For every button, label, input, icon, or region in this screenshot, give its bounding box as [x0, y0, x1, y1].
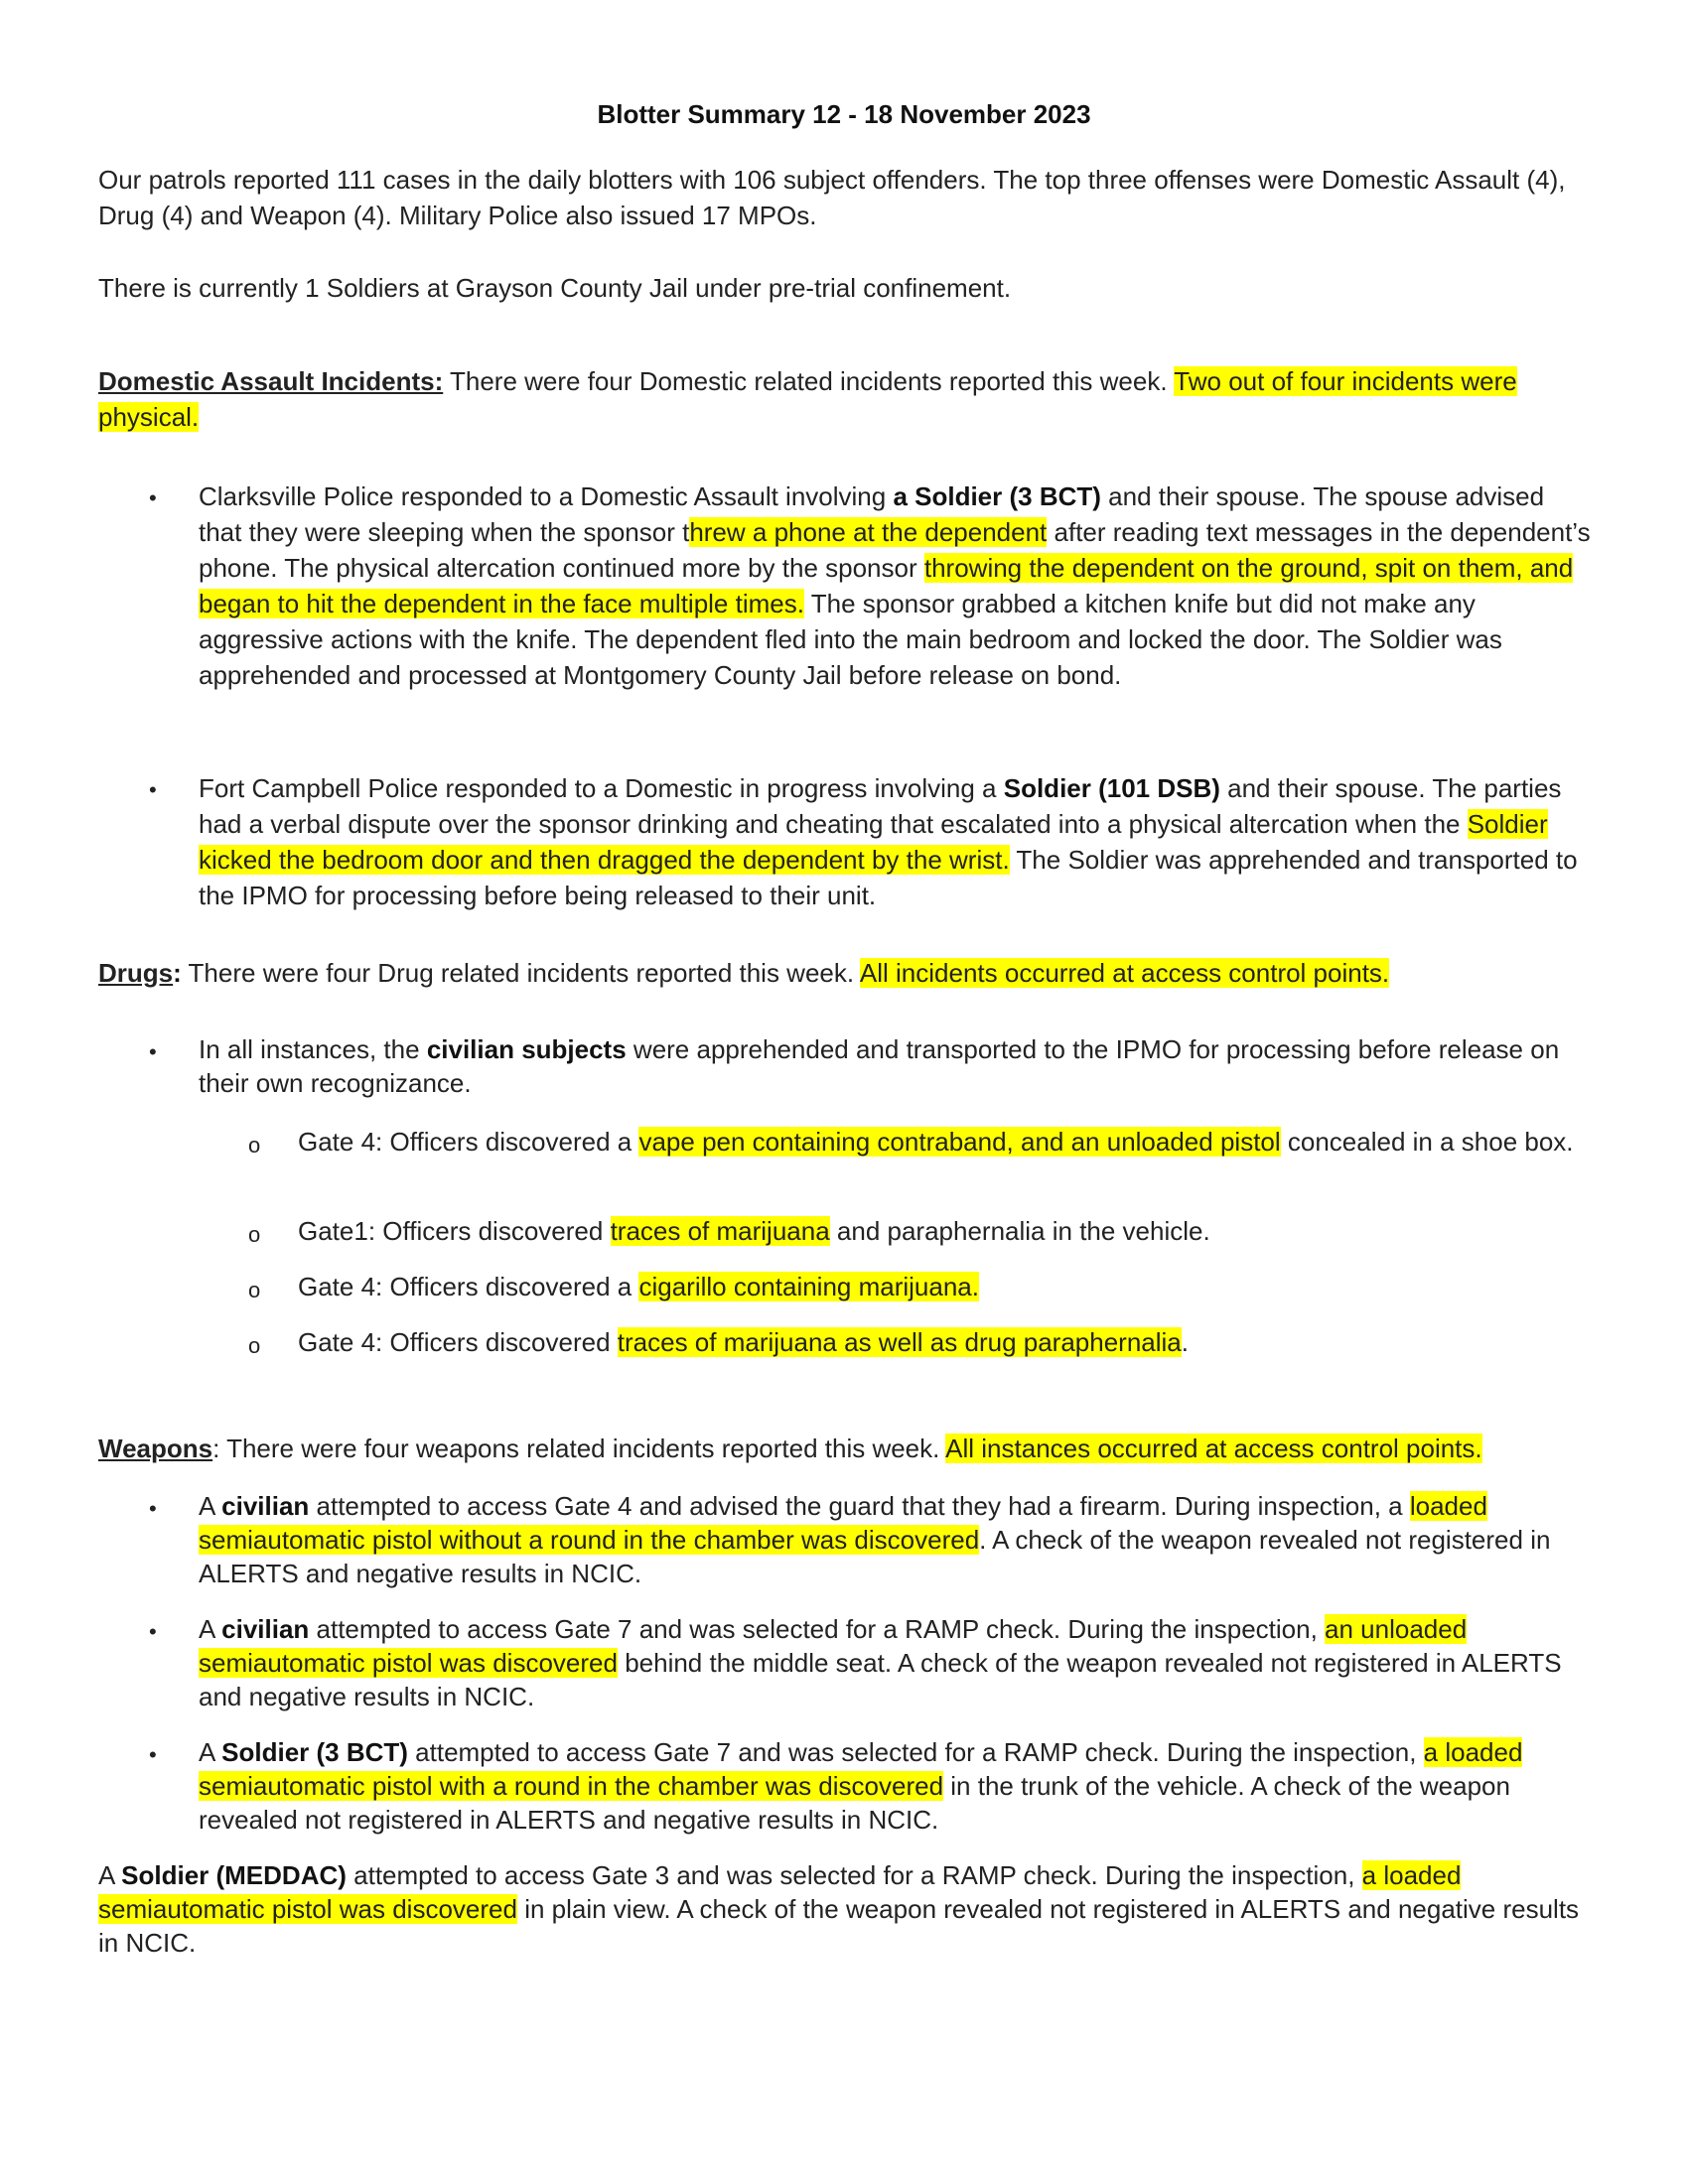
sub-bullet-marker: o — [248, 1333, 261, 1358]
text-run: The Soldier was apprehended and transported to the IPMO for processing before being released to their unit. — [199, 845, 1578, 910]
text-run: Gate 4: Officers discovered a — [298, 1272, 639, 1301]
drug-incident-1 — [298, 1125, 1589, 1159]
drugs-section-intro — [98, 955, 1608, 991]
text-run: Fort Campbell Police responded to a Domestic in progress involving a — [199, 773, 1004, 803]
weapons-incident-4 — [98, 1858, 1588, 1960]
highlight-run: a loaded semiautomatic pistol with a round in the chamber was discovered — [199, 1737, 1523, 1801]
domestic-incident-1 — [199, 478, 1594, 693]
heading-colon: : — [173, 958, 182, 988]
text-run: A — [98, 1860, 122, 1890]
text-run: concealed in a shoe box. — [1280, 1127, 1574, 1157]
page-title: Blotter Summary 12 - 18 November 2023 — [597, 99, 1091, 129]
highlight-run: traces of marijuana as well as drug paraphernalia — [617, 1327, 1182, 1357]
domestic-summary: There were four Domestic related incidents reported this week. — [443, 366, 1175, 396]
domestic-section-intro — [98, 363, 1608, 435]
domestic-heading: Domestic Assault Incidents: — [98, 366, 444, 396]
text-run: Gate 4: Officers discovered — [298, 1327, 618, 1357]
subject-label: a Soldier (3 BCT) — [893, 481, 1101, 511]
sub-bullet-marker: o — [248, 1133, 261, 1158]
text-run: in the trunk of the vehicle. A check of the weapon revealed not registered in ALERTS and negative results in NCIC. — [199, 1771, 1510, 1835]
domestic-highlight: Two out of four incidents were physical. — [98, 366, 1517, 432]
text-run: A — [199, 1737, 222, 1767]
text-run: Clarksville Police responded to a Domestic Assault involving — [199, 481, 894, 511]
text-run: attempted to access Gate 3 and was selected for a RAMP check. During the inspection, — [346, 1860, 1362, 1890]
highlight-run: traces of marijuana — [610, 1216, 830, 1246]
bullet-marker: • — [149, 485, 157, 510]
text-run: and paraphernalia in the vehicle. — [829, 1216, 1210, 1246]
text-run: In all instances, the — [199, 1034, 427, 1064]
weapons-summary: : There were four weapons related incidents reported this week. — [212, 1433, 946, 1463]
text-run: A — [199, 1491, 222, 1521]
weapons-heading: Weapons — [98, 1433, 213, 1463]
highlight-run: hrew a phone at the dependent — [689, 517, 1048, 547]
highlight-run: an unloaded semiautomatic pistol was discovered — [199, 1614, 1468, 1678]
text-run: behind the middle seat. A check of the weapon revealed not registered in ALERTS and negative results in NCIC. — [199, 1648, 1562, 1711]
text-run: attempted to access Gate 7 and was selected for a RAMP check. During the inspection, — [407, 1737, 1424, 1767]
subject-label: Soldier (MEDDAC) — [121, 1860, 347, 1890]
subject-label: civilian — [221, 1491, 310, 1521]
text-run: in plain view. A check of the weapon revealed not registered in ALERTS and negative results in NCIC. — [98, 1894, 1580, 1958]
domestic-incident-2 — [199, 770, 1594, 913]
highlight-run: a loaded semiautomatic pistol was discovered — [98, 1860, 1462, 1924]
drugs-heading: Drugs — [98, 958, 174, 988]
text-run: Gate1: Officers discovered — [298, 1216, 611, 1246]
text-run: . — [1181, 1327, 1189, 1357]
text-run: . A check of the weapon revealed not registered in ALERTS and negative results in NCIC. — [199, 1525, 1551, 1588]
text-run: and their spouse. The parties had a verbal dispute over the sponsor drinking and cheating that escalated into a physical altercation when the — [199, 773, 1562, 839]
weapons-section-intro — [98, 1431, 1608, 1466]
weapons-incident-2 — [199, 1612, 1594, 1713]
drug-incident-2 — [298, 1214, 1589, 1248]
text-run: Gate 4: Officers discovered a — [298, 1127, 639, 1157]
subject-label: civilian subjects — [426, 1034, 627, 1064]
bullet-marker: • — [149, 777, 157, 802]
highlight-run: vape pen containing contraband, and an unloaded pistol — [638, 1127, 1281, 1157]
text-run: were apprehended and transported to the IPMO for processing before release on their own recognizance. — [199, 1034, 1560, 1098]
text-run: The sponsor grabbed a kitchen knife but did not make any aggressive actions with the knife. The dependent fled into the main bedroom and locked the door. The Soldier was apprehended and processed at Montgomery County Jail before release on bond. — [199, 589, 1502, 690]
sub-bullet-marker: o — [248, 1222, 261, 1247]
drugs-highlight: All incidents occurred at access control points. — [859, 958, 1390, 988]
text-run: after reading text messages in the dependent’s phone. The physical altercation continued more by the sponsor — [199, 517, 1591, 583]
highlight-run: Soldier kicked the bedroom door and then dragged the dependent by the wrist. — [199, 809, 1548, 875]
intro-paragraph: Our patrols reported 111 cases in the daily blotters with 106 subject offenders. The top three offenses were Domestic Assault (4), Drug (4) and Weapon (4). Military Police also issued 17 MPOs. — [98, 165, 1566, 230]
weapons-incident-1 — [199, 1489, 1594, 1590]
highlight-run: loaded semiautomatic pistol without a round in the chamber was discovered — [199, 1491, 1487, 1555]
bullet-marker: • — [149, 1742, 157, 1767]
weapons-highlight: All instances occurred at access control points. — [945, 1433, 1482, 1463]
bullet-marker: • — [149, 1039, 157, 1064]
drug-incident-3 — [298, 1270, 1589, 1303]
text-run: attempted to access Gate 4 and advised the guard that they had a firearm. During inspection, a — [309, 1491, 1410, 1521]
bullet-marker: • — [149, 1619, 157, 1644]
subject-label: Soldier (101 DSB) — [1003, 773, 1220, 803]
weapons-incident-3 — [199, 1735, 1594, 1837]
drugs-summary: There were four Drug related incidents reported this week. — [181, 958, 860, 988]
highlight-run: throwing the dependent on the ground, spit on them, and began to hit the dependent in the face multiple times. — [199, 553, 1574, 618]
text-run: attempted to access Gate 7 and was selected for a RAMP check. During the inspection, — [309, 1614, 1326, 1644]
subject-label: civilian — [221, 1614, 310, 1644]
subject-label: Soldier (3 BCT) — [221, 1737, 408, 1767]
drugs-summary-bullet — [199, 1032, 1594, 1100]
highlight-run: cigarillo containing marijuana. — [638, 1272, 979, 1301]
bullet-marker: • — [149, 1496, 157, 1521]
text-run: A — [199, 1614, 222, 1644]
sub-bullet-marker: o — [248, 1278, 261, 1302]
text-run: and their spouse. The spouse advised that they were sleeping when the sponsor t — [199, 481, 1545, 547]
drug-incident-4 — [298, 1325, 1589, 1359]
confinement-paragraph: There is currently 1 Soldiers at Grayson County Jail under pre-trial confinement. — [98, 273, 1012, 303]
